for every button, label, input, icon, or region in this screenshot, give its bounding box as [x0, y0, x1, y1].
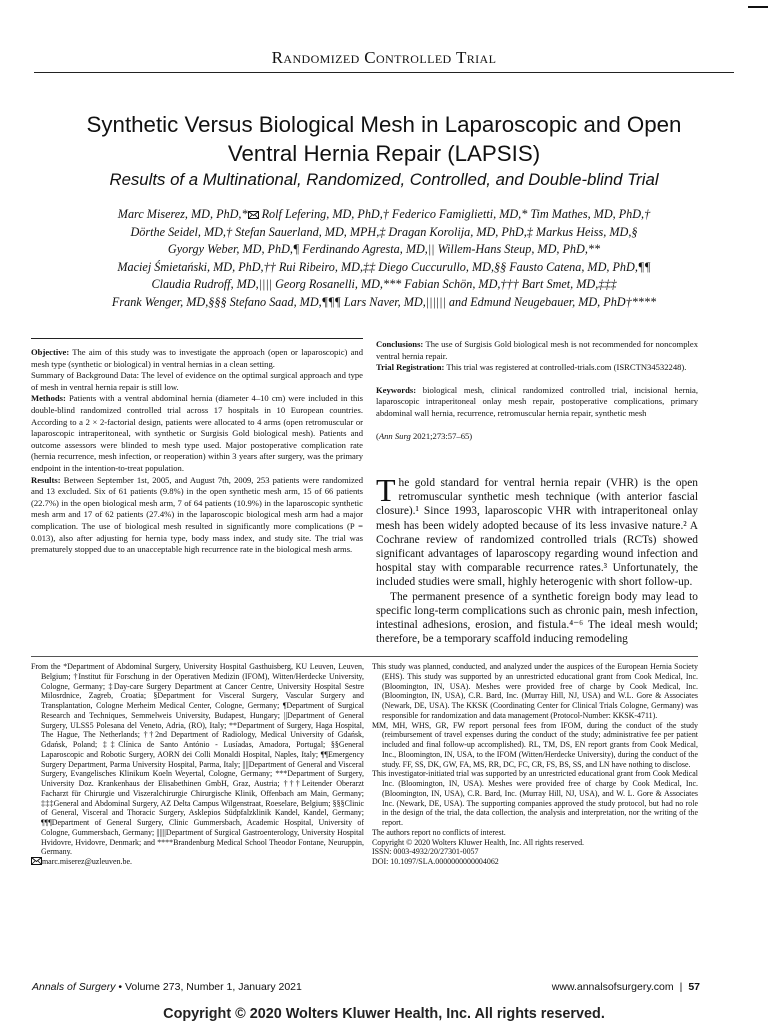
footnote-conflicts: The authors report no conflicts of interest.: [372, 827, 506, 837]
footnote-issn: ISSN: 0003-4932/20/27301-0057: [372, 847, 479, 857]
abstract-right-column: [376, 339, 698, 442]
author-list: [18, 206, 750, 312]
title-line-2: Ventral Hernia Repair (LAPSIS): [227, 140, 541, 166]
footnote-study-support: This study was planned, conducted, and analyzed under the auspices of the European Hernia Society (EHS). This study was supported by an unrestricted educational grant from Cook Medical, Inc. (Bloomington, IN, USA). Meshes were provided free of charge by Cook Medical, Inc. (Bloomington, IN, USA), C.R. Bard, Inc. (Murray Hill, NJ, USA) and W.L. Gore & Associates (Newark, DE, USA). The KKSK (Coordinating Center for Clinical Trials Cologne, Germany) was responsible for randomization and data management (Protocol-Number: KKSK-4711).: [372, 662, 698, 720]
footer-journal-info: [32, 981, 302, 993]
page-edge-mark: [746, 0, 768, 14]
abstract-objective: Objective: The aim of this study was to investigate the approach (open or laparoscopic) and mesh type (synthetic or biological) in ventral hernias in a clean setting.: [31, 347, 363, 369]
affiliations-footnote: [31, 662, 364, 867]
abstract-left-column: [31, 347, 363, 556]
title-line-1: Synthetic Versus Biological Mesh in Laparoscopic and Open: [86, 112, 682, 137]
correspondence-email: [31, 857, 364, 867]
author-miserez: Marc Miserez, MD, PhD,*: [117, 207, 248, 221]
header-rule: [34, 72, 734, 73]
author-line-1: [18, 206, 750, 224]
footnote-doi: DOI: 10.1097/SLA.0000000000004062: [372, 857, 499, 866]
footnote-grant: This investigator-initiated trial was supported by an unrestricted educational grant from Cook Medical Inc. (Bloomington, IN, USA). Meshes were provided free of charge by Cook Medical, Inc. (Bloomington, IN, USA), C.R. Bard, Inc. (Murray Hill, NJ, USA), and W. L. Gore & Associates Inc. (Newark, DE, USA). The supporting companies approved the study protocol, but had no role in the design of the trial, the data collection, the analysis and interpretation, nor the writing of the report.: [372, 769, 698, 827]
abstract-keywords: Keywords: biological mesh, clinical randomized controlled trial, incisional hernia, laparoscopic intraperitoneal onlay mesh repair, postoperative complications, primary abdominal wall hernia, recurrence, retromuscular hernia repair, synthetic mesh: [376, 384, 698, 418]
page-number: 57: [688, 981, 700, 993]
body-paragraph-2: The permanent presence of a synthetic foreign body may lead to specific long-term complications such as chronic pain, mesh infection, intestinal adhesions, erosion, and fistula.⁴⁻⁶ The ideal mesh would; therefore, be a temporary scaffold inducing remodeling: [376, 590, 698, 646]
abstract-rule: [31, 338, 363, 339]
abstract-background: Summary of Background Data: The level of evidence on the optimal surgical approach and type of mesh in ventral hernia repair is still low.: [31, 370, 363, 392]
footnote-rule: [31, 656, 698, 657]
footnote-copyright: Copyright © 2020 Wolters Kluwer Health, Inc. All rights reserved.: [372, 837, 585, 847]
author-line-4: Maciej Śmietański, MD, PhD,†† Rui Ribeiro, MD,‡‡ Diego Cuccurullo, MD,§§ Fausto Catena, MD, PhD,¶¶: [117, 259, 651, 274]
abstract-results: Results: Between September 1st, 2005, and August 7th, 2009, 253 patients were randomized and 13 excluded. Six of 61 patients (9.8%) in the open synthetic mesh arm, 15 of 66 patients (22.7%) in the open biological mesh arm, 7 of 64 patients (10.9%) in the laparoscopic synthetic mesh arm and 17 of 62 patients (27.4%) in the laparoscopic biological mesh arm had a major complication. The use of biological mesh resulted in significantly more complications (P = 0.013), also after adjusting for hernia type, body mass index, and study site. The trial was prematurely stopped due to an unacceptable high recurrence rate in the biological mesh arms.: [31, 474, 363, 555]
copyright-banner: Copyright © 2020 Wolters Kluwer Health, Inc. All rights reserved.: [163, 1006, 605, 1022]
footer-url[interactable]: www.annalsofsurgery.com: [551, 981, 674, 993]
footer-divider: |: [679, 981, 683, 993]
abstract-registration: Trial Registration: This trial was registered at controlled-trials.com (ISRCTN34532248).: [376, 362, 687, 373]
email-link[interactable]: marc.miserez@uzleuven.be.: [42, 857, 132, 866]
article-subtitle: Results of a Multinational, Randomized, Controlled, and Double-blind Trial: [109, 170, 659, 189]
drop-cap: T: [376, 472, 396, 508]
footer-bullet: •: [115, 981, 125, 993]
author-line-2: Dörthe Seidel, MD,† Stefan Sauerland, MD, MPH,‡ Dragan Korolija, MD, PhD,‡ Markus Heiss, MD,§: [130, 224, 638, 239]
section-label: Randomized Controlled Trial: [271, 48, 497, 67]
citation: (Ann Surg 2021;273:57–65): [376, 430, 473, 441]
body-text: [376, 472, 698, 646]
footer-journal-name: Annals of Surgery: [32, 981, 116, 993]
author-line-5: Claudia Rudroff, MD,|||| Georg Rosanelli, MD,*** Fabian Schön, MD,††† Bart Smet, MD,‡‡‡: [151, 277, 617, 292]
abstract-methods: Methods: Patients with a ventral abdominal hernia (diameter 4–10 cm) were included in this double-blind randomized controlled trial across 17 hospitals in 10 European countries. According to a 2 × 2-factorial design, patients were allocated to 4 arms (open retromuscular or laparoscopic intraperitoneal, with synthetic or Surgisis Gold biological mesh). Patients and outcome assessors were blinded to mesh type used. Major postoperative complication rate (hernia recurrence, mesh infection, or reoperation) within 3 years after surgery, was the primary endpoint in the intention-to-treat population.: [31, 393, 363, 473]
author-line-3: Gyorgy Weber, MD, PhD,¶ Ferdinando Agresta, MD,|| Willem-Hans Steup, MD, PhD,**: [167, 242, 601, 257]
funding-footnotes: [372, 662, 698, 867]
body-paragraph-1: The gold standard for ventral hernia repair (VHR) is the open retromuscular synthetic mesh technique (with anterior fascial closure).¹ Since 1993, laparoscopic VHR with intraperitoneal onlay mesh has been widely adopted because of its less invasive nature.² A Cochrane review of randomized controlled trials (RCTs) showed significant advantages of laparoscopy regarding wound infection and hospital stay with comparable recurrence rates.³ Unfortunately, the included studies were small, highly heterogenic with short follow-up.: [376, 472, 698, 589]
footnote-disclosures: MM, MH, WHS, GR, FW report personal fees from IFOM, during the conduct of the study (reimbursement of travel expenses during the conduct of the study; administrative fee per patient included and final follow-up accomplished). RL, TM, DS, EN report grants from Cook Medical, Inc., Bloomington, IN, USA, to the IFOM (Witten/Herdecke University), during the conduct of the study. FF, SS, DK, GW, FA, MS, RR, DC, FC, CR, FS, BS, SS, and LN have nothing to disclose.: [372, 720, 698, 769]
email-icon: [31, 857, 42, 865]
abstract-conclusions: Conclusions: The use of Surgisis Gold biological mesh is not recommended for noncomplex ventral hernia repair.: [376, 339, 698, 361]
email-icon: [248, 211, 259, 219]
author-line-1-rest: Rolf Lefering, MD, PhD,† Federico Famiglietti, MD,* Tim Mathes, MD, PhD,†: [258, 207, 651, 221]
footer-right: [552, 981, 700, 993]
affiliations-text: From the *Department of Abdominal Surgery, University Hospital Gasthuisberg, KU Leuven, Leuven, Belgium; †Institut für Forschung in der Operativen Medizin (IFOM), Witten/Herdecke University, Cologne, Germany; ‡Day-care Surgery Department at Cancer Centre, University Hospital Sestre Milosrdnice, Zagreb, Croatia; §Department for Visceral Surgery, Vascular Surgery and Transplantation, Cologne Merheim Medical Center, Cologne, Germany; ¶Department of Surgical Research and Techniques, Semmelweis University, Budapest, Hungary; ||Department of General Surgery, ULSS5 Polesana del Veneto, Adria, (RO), Italy; **Department of Surgery, Haga Hospital, The Hague, The Netherlands; ††2nd Department of Radiology, Medical University of Gdańsk, Gdańsk, Poland; ‡‡Clínica de Santo António - Lusíadas, Amadora, Portugal; §§General Laparoscopic and Robotic Surgery, AORN dei Colli Monaldi Hospital, Naples, Italy; ¶¶Emergency Surgery Department, Parma University Hospital, Parma, Italy; ||||Department of General and Visceral Surgery, Evangelisches Klinikum Koeln Weyertal, Cologne, Germany; ***Department of Surgery, University Doz. Krankenhaus der Elisabethinen GmbH, Graz, Austria; †††Leitender Oberarzt Facharzt für Chirurgie und Viszeralchirurgie Chirurgische Klinik, Offenbach am Main, Germany; ‡‡‡General and Abdominal Surgery, AZ Delta Campus Wilgenstraat, Roeselare, Belgium; §§§Clinic of General, Visceral and Thoracic Surgery, Asklepios Südpfalzklinik Kandel, Kandel, Germany; ¶¶¶Department of General Surgery, Clinic Gummersbach, Academic Hospital, University of Cologne, Gummersbach, Germany; ||||||Department of Surgical Gastroenterology, University Hospital Hvidovre, Hvidovre, Denmark; and ****Brandenburg Medical School Theodor Fontane, Neuruppin, Germany.: [31, 662, 364, 857]
footer-volume: Volume 273, Number 1, January 2021: [124, 981, 302, 993]
article-title: [40, 111, 728, 168]
author-line-6: Frank Wenger, MD,§§§ Stefano Saad, MD,¶¶¶ Lars Naver, MD,|||||| and Edmund Neugebauer, MD, PhD†****: [111, 294, 657, 309]
